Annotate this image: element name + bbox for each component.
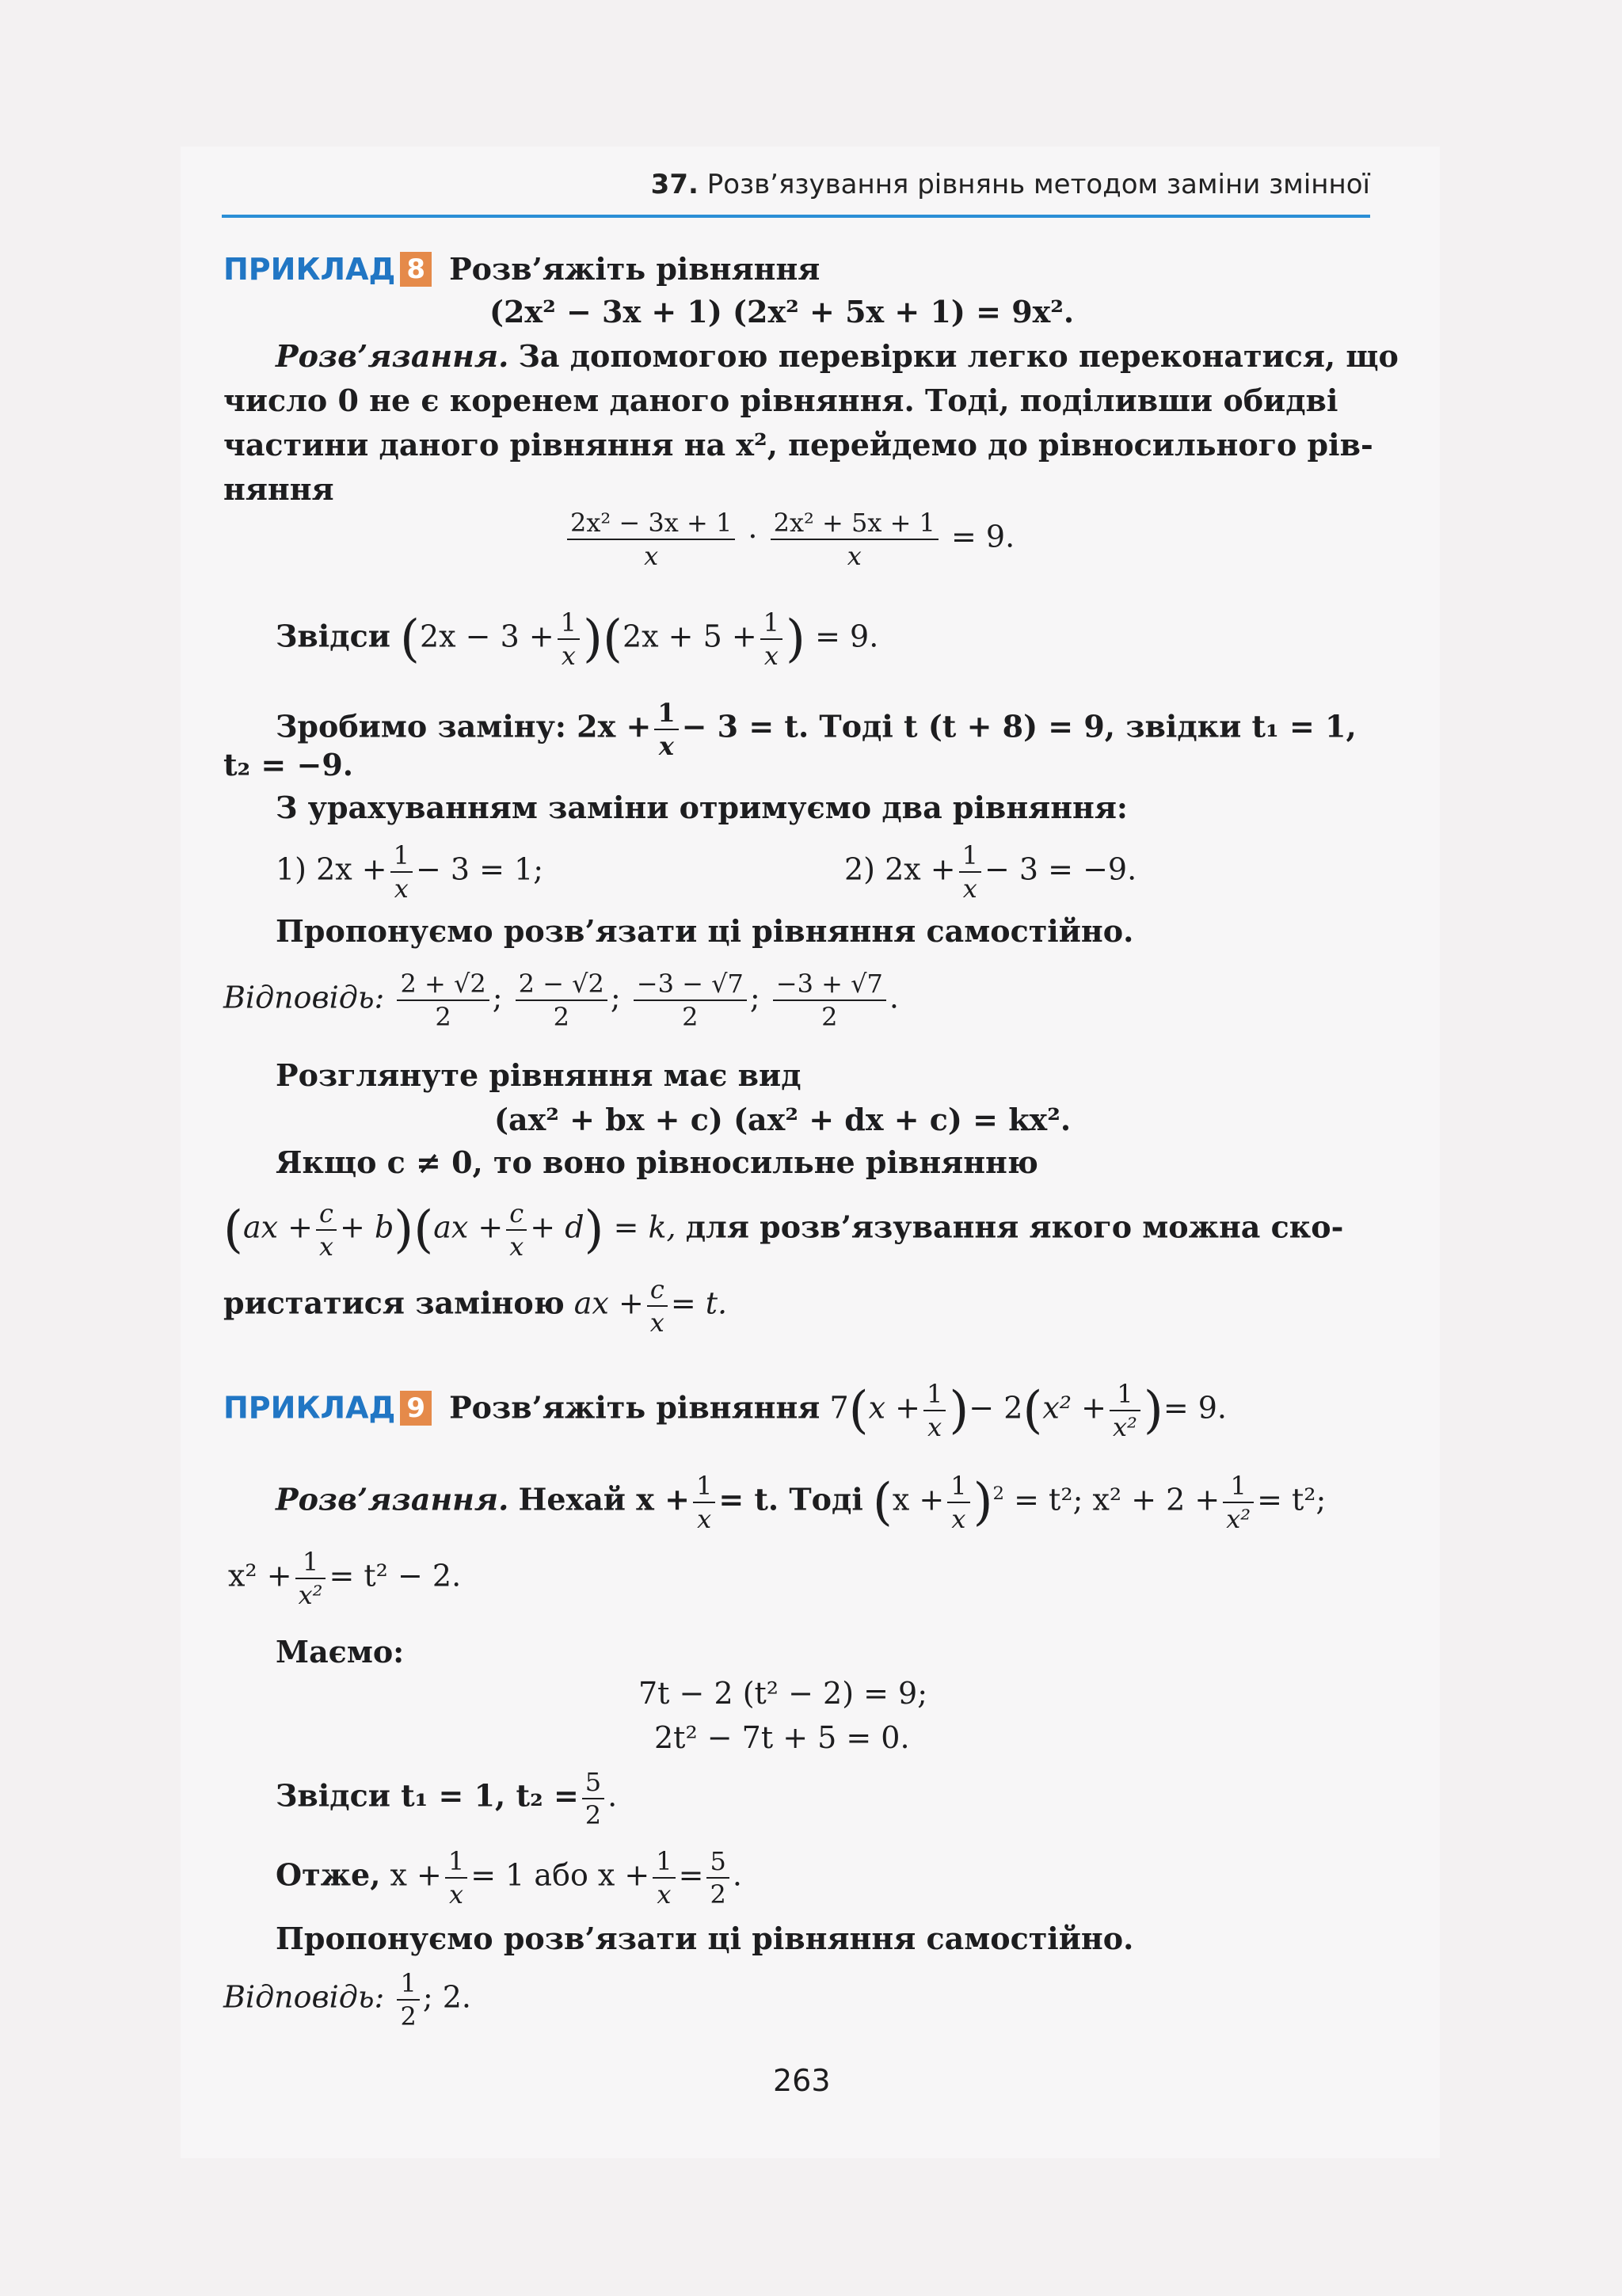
example9-heading: ПРИКЛАД 9 Розв’яжіть рівняння 7(x + $\frac{1}{x}$ )− 2(x² + $\frac{1}{\text{x²}}$ )= 9. <box>223 1379 1227 1442</box>
general-equation: (ax² + bx + c) (ax² + dx + c) = kx². <box>494 1102 1072 1137</box>
equation-1: 1) 2x + $\frac{1}{x}$ − 3 = 1; <box>276 840 544 904</box>
maemo-equation-2: 2t² − 7t + 5 = 0. <box>654 1720 910 1755</box>
general-equivalent: (ax + $\frac{c}{x}$ + b)(ax + $\frac{c}{x}$ + d) = k, для розв’язування якого можна ско- <box>223 1198 1344 1262</box>
zvidsy-roots: Звідси t₁ = 1, t₂ = $\frac{5}{2}$ . <box>276 1767 618 1830</box>
fraction-equation: $\frac{\text{2x² − 3x + 1}}{x}$ · $\frac{\text{2x² + 5x + 1}}{x}$ = 9. <box>564 507 1015 572</box>
propose-line: Пропонуємо розв’язати ці рівняння самостійно. <box>276 913 1134 949</box>
answer-line-9: Відповідь: $\frac{1}{2}$ ; 2. <box>223 1968 471 2031</box>
example-number: 9 <box>400 1391 432 1426</box>
header-title: 37. Розв’язування рівнянь методом заміни змінної <box>650 169 1370 200</box>
zamina-line: Зробимо заміну: 2x + $\frac{1}{x}$ − 3 = t. Тоді t (t + 8) = 9, звідки t₁ = 1, <box>276 698 1357 761</box>
solution-line4: няння <box>223 471 334 507</box>
answer-line-8: Відповідь: $\frac{2 + √2}{2}$ ; $\frac{2 - √2}{2}$ ; $\frac{-3 - √7}{2}$ ; $\frac{-3 + √7}{2}$ . <box>223 969 899 1032</box>
example-label: ПРИКЛАД <box>223 1390 396 1426</box>
equation-2: 2) 2x + $\frac{1}{x}$ − 3 = −9. <box>844 840 1137 904</box>
propose-line-9: Пропонуємо розв’язати ці рівняння самостійно. <box>276 1921 1134 1956</box>
example9-solution: Розв’язання. Нехай x + $\frac{1}{x}$ = t. Тоді (x + $\frac{1}{x}$ )$^2$ = t²; x² + 2 + $\frac{1}{\text{x²}}$ = t²; <box>276 1471 1327 1534</box>
general-line1: Розглянуте рівняння має вид <box>276 1057 801 1093</box>
general-line2: Якщо c ≠ 0, то воно рівносильне рівнянню <box>276 1144 1038 1180</box>
example8-equation: (2x² − 3x + 1) (2x² + 5x + 1) = 9x². <box>489 294 1075 329</box>
general-substitution: ристатися заміною ax + $\frac{c}{x}$ = t. <box>223 1274 728 1338</box>
two-equations-line: З урахуванням заміни отримуємо два рівняння: <box>276 790 1128 825</box>
example-label: ПРИКЛАД <box>223 252 396 287</box>
t2-line: t₂ = −9. <box>223 747 354 782</box>
running-header <box>222 162 1370 218</box>
zvidsy-line: Звідси (2x − 3 + $\frac{1}{x}$ )(2x + 5 + $\frac{1}{x}$ ) = 9. <box>276 607 879 671</box>
example-task: Розв’яжіть рівняння <box>449 251 821 287</box>
solution-line1: Розв’язання. За допомогою перевірки легко переконатися, що <box>276 338 1399 374</box>
example9-solution-line2: x² + $\frac{1}{\text{x²}}$ = t² − 2. <box>228 1547 462 1610</box>
solution-line2: число 0 не є коренем даного рівняння. Тоді, поділивши обидві <box>223 383 1338 418</box>
maemo-label: Маємо: <box>276 1634 405 1670</box>
header-rule <box>222 215 1370 218</box>
otzhe-line: Отже, x + $\frac{1}{x}$ = 1 або x + $\frac{1}{x}$ = $\frac{5}{2}$ . <box>276 1846 742 1910</box>
example8-heading <box>223 247 820 291</box>
example-number: 8 <box>400 252 432 287</box>
solution-line3: частини даного рівняння на x², перейдемо до рівносильного рів- <box>223 427 1373 463</box>
page-number: 263 <box>773 2063 831 2098</box>
maemo-equation-1: 7t − 2 (t² − 2) = 9; <box>638 1676 928 1711</box>
